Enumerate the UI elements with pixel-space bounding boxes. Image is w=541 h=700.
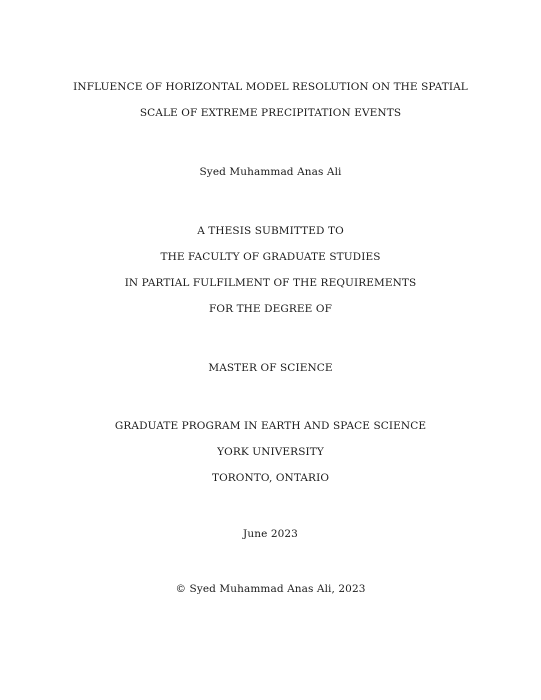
copyright-notice: © Syed Muhammad Anas Ali, 2023 — [175, 583, 366, 595]
thesis-title-line-1: INFLUENCE OF HORIZONTAL MODEL RESOLUTION ON THE SPATIAL — [73, 81, 468, 93]
submission-date: June 2023 — [243, 528, 298, 540]
degree-name: MASTER OF SCIENCE — [208, 362, 333, 374]
submission-line-1: A THESIS SUBMITTED TO — [197, 225, 344, 237]
graduate-program: GRADUATE PROGRAM IN EARTH AND SPACE SCIENCE — [114, 420, 427, 432]
thesis-title-line-2: SCALE OF EXTREME PRECIPITATION EVENTS — [139, 107, 402, 119]
submission-line-3: IN PARTIAL FULFILMENT OF THE REQUIREMENTS — [124, 277, 417, 289]
university-location: TORONTO, ONTARIO — [211, 472, 330, 484]
author-name: Syed Muhammad Anas Ali — [199, 166, 342, 178]
submission-line-2: THE FACULTY OF GRADUATE STUDIES — [160, 251, 381, 263]
university-name: YORK UNIVERSITY — [217, 446, 324, 458]
submission-line-4: FOR THE DEGREE OF — [209, 303, 332, 315]
